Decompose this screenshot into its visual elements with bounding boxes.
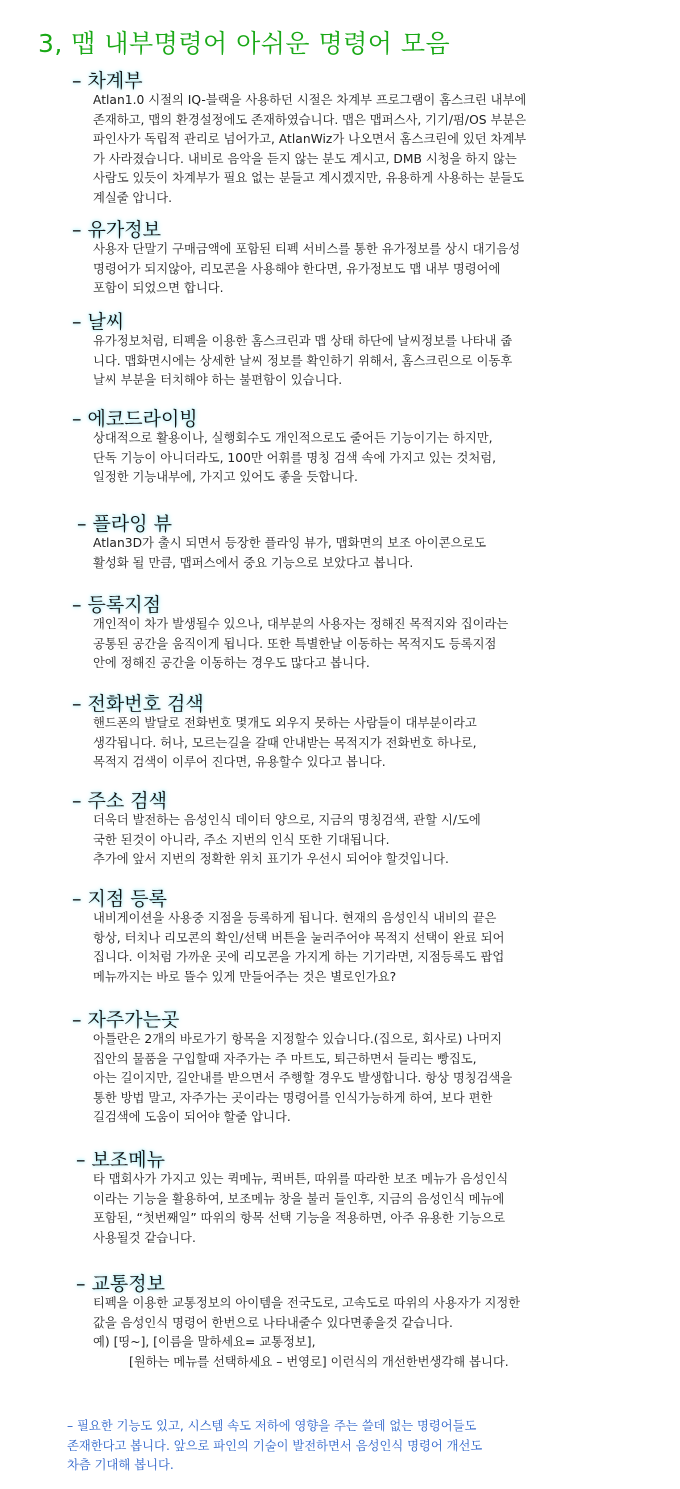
section-heading: – 보조메뉴 bbox=[76, 1149, 165, 1171]
body-line: 예) [띵~], [이름을 말하세요= 교통정보], bbox=[93, 1335, 316, 1349]
section-heading: – 지점 등록 bbox=[72, 888, 167, 910]
section-heading: – 차계부 bbox=[72, 70, 143, 92]
body-line: 핸드폰의 발달로 전화번호 몇개도 외우지 못하는 사람들이 대부분이라고 bbox=[93, 716, 477, 730]
section-heading: – 자주가는곳 bbox=[72, 1009, 180, 1031]
body-line: 항상, 터치나 리모콘의 확인/선택 버튼을 눌러주어야 목적지 선택이 완료 되어 bbox=[93, 930, 505, 945]
body-line: Atlan3D가 출시 되면서 등장한 플라잉 뷰가, 맵화면의 보조 아이콘으로도 bbox=[93, 536, 487, 550]
body-line: 개인적이 차가 발생될수 있으나, 대부분의 사용자는 정해진 목적지와 집이라는 bbox=[93, 617, 509, 631]
footer-line: 존재한다고 봅니다. 앞으로 파인의 기술이 발전하면서 음성인식 명령어 개선도 bbox=[67, 1438, 483, 1453]
body-line: Atlan1.0 시절의 IQ-블랙을 사용하던 시절은 차계부 프로그램이 홈스크린 내부에 bbox=[93, 93, 527, 107]
body-line: 국한 된것이 아니라, 주소 지번의 인식 또한 기대됩니다. bbox=[93, 832, 390, 847]
body-line: 사용자 단말기 구매금액에 포함된 티펙 서비스를 통한 유가정보를 상시 대기음성 bbox=[93, 242, 521, 256]
body-line: 공통된 공간을 움직이게 됩니다. 또한 특별한날 이동하는 목적지도 등록지점 bbox=[93, 636, 497, 651]
section-heading: – 날씨 bbox=[72, 311, 125, 333]
body-line: 활성화 될 만큼, 맵퍼스에서 중요 기능으로 보았다고 봅니다. bbox=[93, 555, 414, 570]
section-heading: – 유가정보 bbox=[72, 219, 161, 241]
body-line: 목적지 검색이 이루어 진다면, 유용할수 있다고 봅니다. bbox=[93, 755, 386, 769]
body-line: 사람도 있듯이 차계부가 필요 없는 분들고 계시겠지만, 유용하게 사용하는 분들도 bbox=[93, 171, 525, 185]
body-line: 포함된, “첫번째일” 따위의 항목 선택 기능을 적용하면, 아주 유용한 기능으로 bbox=[93, 1211, 506, 1225]
body-line: 내비게이션을 사용중 지점을 등록하게 됩니다. 현재의 음성인식 내비의 끝은 bbox=[93, 911, 497, 925]
footer-line: 차츰 기대해 봅니다. bbox=[67, 1458, 174, 1472]
body-line: 아는 길이지만, 길안내를 받으면서 주행할 경우도 발생합니다. 항상 명칭검색을 bbox=[93, 1071, 513, 1085]
body-line: 명령어가 되지않아, 리모콘을 사용해야 한다면, 유가정보도 맵 내부 명령어에 bbox=[93, 261, 501, 276]
body-line: 계실줄 압니다. bbox=[93, 190, 173, 205]
footer-line: – 필요한 기능도 있고, 시스템 속도 저하에 영향을 주는 쓸데 없는 명령어들도 bbox=[67, 1419, 477, 1433]
section-body bbox=[93, 714, 679, 773]
body-line: 값을 음성인식 명령어 한번으로 나타내줄수 있다면좋을것 같습니다. bbox=[93, 1315, 453, 1330]
body-line: 집니다. 이처럼 가까운 곳에 리모콘을 가지게 하는 기기라면, 지점등록도 팝업 bbox=[93, 950, 505, 964]
body-line: 존재하고, 맵의 환경설정에도 존재하였습니다. 맵은 맵퍼스사, 기기/펌/OS 부분은 bbox=[93, 112, 527, 127]
section-heading: – 주소 검색 bbox=[72, 790, 167, 812]
body-line: 이라는 기능을 활용하여, 보조메뉴 창을 불러 들인후, 지금의 음성인식 메뉴에 bbox=[93, 1191, 505, 1206]
section-body bbox=[93, 1030, 679, 1128]
body-line: 포함이 되었으면 합니다. bbox=[93, 281, 224, 295]
section-heading: – 전화번호 검색 bbox=[72, 693, 204, 715]
body-line: 타 맵회사가 가지고 있는 퀵메뉴, 퀵버튼, 따위를 따라한 보조 메뉴가 음성인식 bbox=[93, 1172, 509, 1186]
section-body bbox=[93, 615, 679, 674]
section-heading: – 등록지점 bbox=[72, 594, 161, 616]
body-line: 티펙을 이용한 교통정보의 아이템을 전국도로, 고속도로 따위의 사용자가 지정한 bbox=[93, 1296, 521, 1310]
section-body bbox=[93, 534, 679, 573]
body-line: 단독 기능이 아니더라도, 100만 어휘를 명칭 검색 속에 가지고 있는 것처럼, bbox=[93, 450, 496, 465]
body-line: 니다. 맵화면시에는 상세한 날씨 정보를 확인하기 위해서, 홈스크린으로 이동후 bbox=[93, 353, 513, 368]
section-body bbox=[93, 811, 679, 870]
section-heading: – 에코드라이빙 bbox=[72, 408, 198, 430]
section-body bbox=[93, 909, 679, 987]
page-title: 3, 맵 내부명령어 아쉬운 명령어 모음 bbox=[38, 29, 451, 58]
section-heading: – 플라잉 뷰 bbox=[77, 513, 172, 535]
body-line: 가 사라졌습니다. 내비로 음악을 듣지 않는 분도 계시고, DMB 시청을 하지 않는 bbox=[93, 151, 517, 166]
section-body bbox=[93, 1294, 679, 1372]
body-line: 유가정보처럼, 티펙을 이용한 홈스크린과 맵 상태 하단에 날씨정보를 나타내 줍 bbox=[93, 334, 513, 348]
body-line: 날씨 부분을 터치해야 하는 불편함이 있습니다. bbox=[93, 373, 343, 387]
section-body bbox=[93, 91, 679, 208]
body-line: 생각됩니다. 허나, 모르는길을 갈때 안내받는 목적지가 전화번호 하나로, bbox=[93, 735, 477, 750]
body-line: 일정한 기능내부에, 가지고 있어도 좋을 듯합니다. bbox=[93, 470, 358, 484]
body-line: 길검색에 도움이 되어야 할줄 압니다. bbox=[93, 1110, 291, 1124]
body-line: 메뉴까지는 바로 뜰수 있게 만들어주는 것은 별로인가요? bbox=[93, 969, 397, 984]
body-line: 추가에 앞서 지번의 정확한 위치 표기가 우선시 되어야 할것입니다. bbox=[93, 852, 449, 866]
section-body bbox=[93, 332, 679, 391]
footer-note bbox=[67, 1417, 667, 1476]
body-line: 안에 정해진 공간을 이동하는 경우도 많다고 봅니다. bbox=[93, 656, 370, 670]
body-line: 아틀란은 2개의 바로가기 항목을 지정할수 있습니다.(집으로, 회사로) 나머지 bbox=[93, 1032, 502, 1046]
body-line: 통한 방법 말고, 자주가는 곳이라는 명령어를 인식가능하게 하여, 보다 편한 bbox=[93, 1090, 493, 1105]
body-line: 파인사가 독립적 관리로 넘어가고, AtlanWiz가 나오면서 홈스크린에 있던 차계부 bbox=[93, 132, 527, 146]
body-line: [원하는 메뉴를 선택하세요 – 번영로] 이런식의 개선한번생각해 봅니다. bbox=[129, 1354, 509, 1369]
section-body bbox=[93, 1170, 679, 1248]
section-body bbox=[93, 429, 679, 488]
body-line: 더욱더 발전하는 음성인식 데이터 양으로, 지금의 명칭검색, 관할 시/도에 bbox=[93, 813, 481, 827]
body-line: 상대적으로 활용이나, 실행회수도 개인적으로도 줄어든 기능이기는 하지만, bbox=[93, 431, 493, 445]
body-line: 사용될것 같습니다. bbox=[93, 1230, 196, 1245]
section-heading: – 교통정보 bbox=[76, 1273, 165, 1295]
section-body bbox=[93, 240, 679, 299]
body-line: 집안의 물품을 구입할때 자주가는 주 마트도, 퇴근하면서 들리는 빵집도, bbox=[93, 1051, 477, 1066]
